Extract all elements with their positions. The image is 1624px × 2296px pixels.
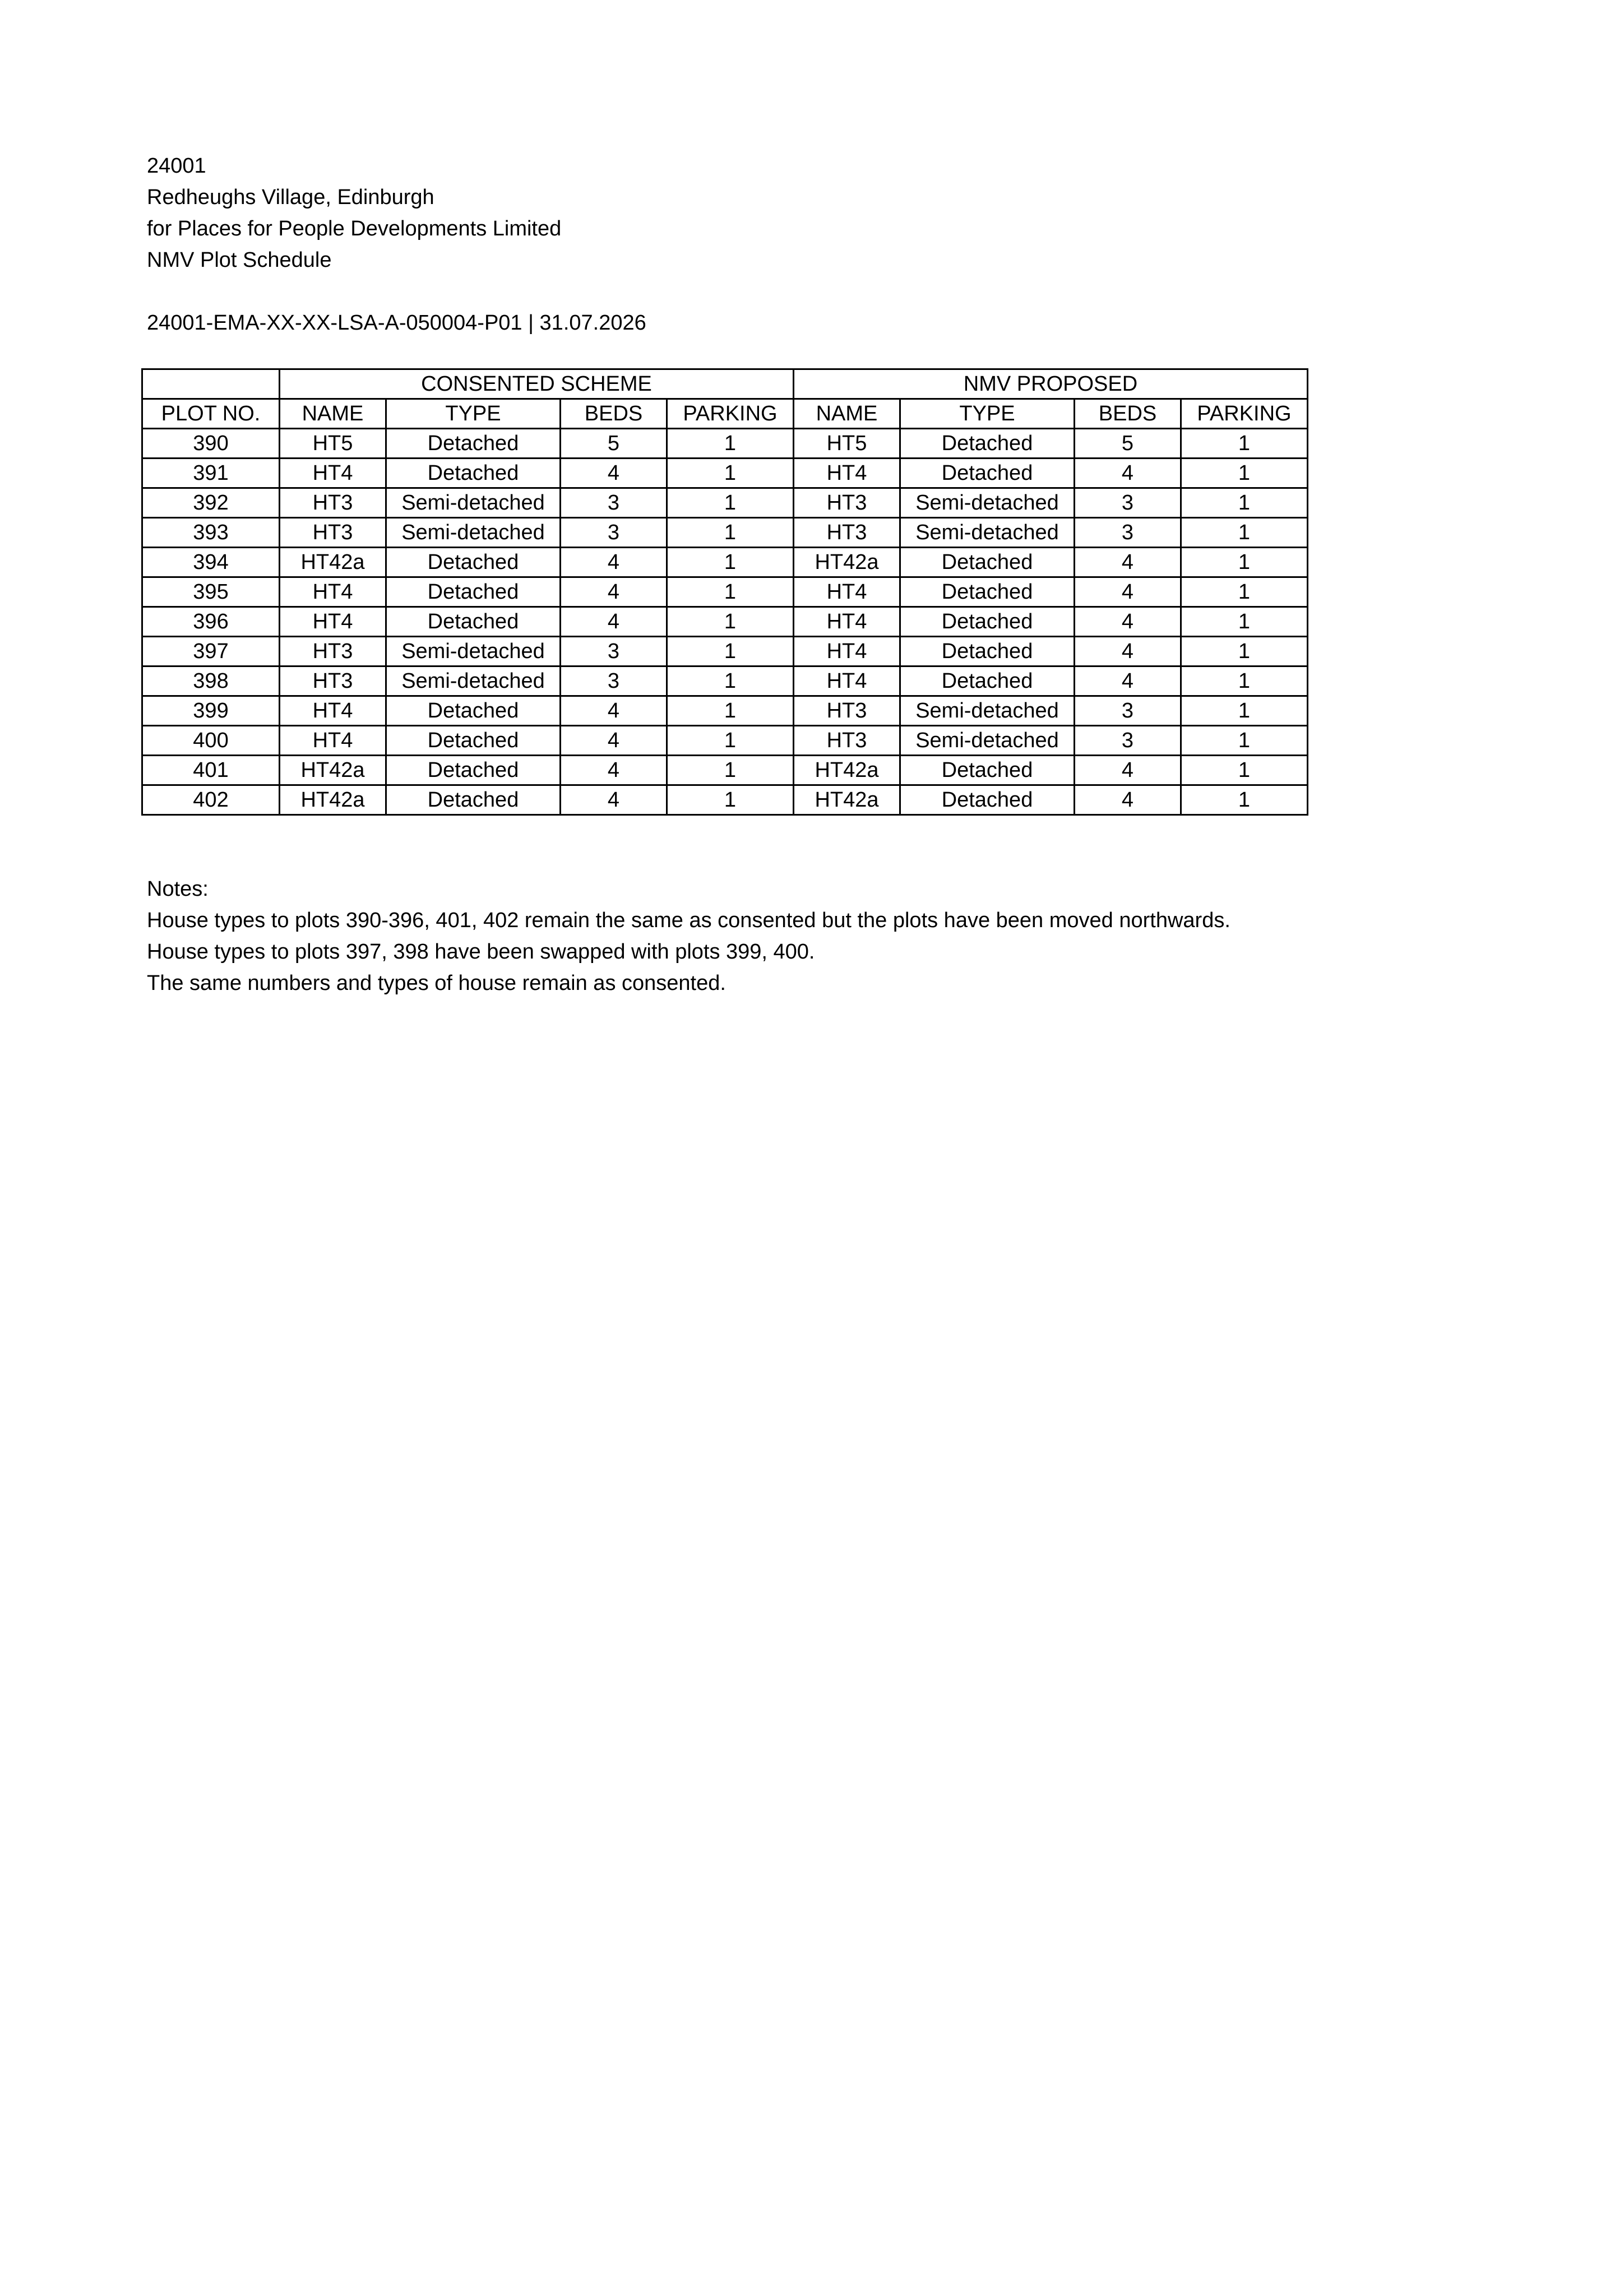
plot-number-cell: 401 [142, 756, 280, 785]
consented-parking-cell: 1 [667, 637, 794, 666]
proposed-type-cell: Semi-detached [900, 696, 1075, 726]
plot-number-cell: 396 [142, 607, 280, 637]
proposed-name-cell: HT3 [794, 726, 900, 756]
consented-beds-cell: 4 [561, 726, 667, 756]
consented-type-cell: Detached [386, 577, 561, 607]
proposed-parking-cell: 1 [1181, 518, 1308, 548]
table-row [142, 726, 1308, 756]
consented-type-cell: Detached [386, 459, 561, 488]
client-line: for Places for People Developments Limited [147, 217, 562, 240]
proposed-beds-cell: 4 [1075, 637, 1181, 666]
proposed-beds-cell: 3 [1075, 488, 1181, 518]
consented-name-cell: HT5 [280, 429, 386, 459]
consented-name-cell: HT3 [280, 488, 386, 518]
proposed-beds-cell: 3 [1075, 726, 1181, 756]
proposed-parking-cell: 1 [1181, 637, 1308, 666]
consented-beds-cell: 5 [561, 429, 667, 459]
column-header-proposed-type: TYPE [900, 399, 1075, 429]
column-header-proposed-beds: BEDS [1075, 399, 1181, 429]
proposed-name-cell: HT42a [794, 785, 900, 815]
column-header-proposed-parking: PARKING [1181, 399, 1308, 429]
proposed-type-cell: Detached [900, 756, 1075, 785]
table-row [142, 607, 1308, 637]
proposed-name-cell: HT4 [794, 577, 900, 607]
proposed-type-cell: Detached [900, 785, 1075, 815]
proposed-beds-cell: 4 [1075, 666, 1181, 696]
consented-name-cell: HT42a [280, 756, 386, 785]
consented-type-cell: Detached [386, 785, 561, 815]
column-header-proposed-name: NAME [794, 399, 900, 429]
column-header-consented-beds: BEDS [561, 399, 667, 429]
nmv-proposed-header: NMV PROPOSED [794, 369, 1308, 399]
consented-type-cell: Detached [386, 548, 561, 577]
document-reference: 24001-EMA-XX-XX-LSA-A-050004-P01 | 31.07.2026 [147, 311, 646, 335]
consented-parking-cell: 1 [667, 696, 794, 726]
plot-number-cell: 391 [142, 459, 280, 488]
proposed-name-cell: HT3 [794, 696, 900, 726]
proposed-beds-cell: 3 [1075, 518, 1181, 548]
proposed-beds-cell: 5 [1075, 429, 1181, 459]
table-row [142, 429, 1308, 459]
consented-type-cell: Semi-detached [386, 488, 561, 518]
consented-beds-cell: 4 [561, 696, 667, 726]
plot-number-cell: 392 [142, 488, 280, 518]
proposed-type-cell: Detached [900, 429, 1075, 459]
consented-parking-cell: 1 [667, 726, 794, 756]
project-number: 24001 [147, 154, 206, 178]
proposed-name-cell: HT4 [794, 459, 900, 488]
table-row [142, 577, 1308, 607]
consented-name-cell: HT3 [280, 518, 386, 548]
consented-parking-cell: 1 [667, 666, 794, 696]
consented-scheme-header: CONSENTED SCHEME [280, 369, 794, 399]
consented-type-cell: Detached [386, 726, 561, 756]
proposed-type-cell: Semi-detached [900, 488, 1075, 518]
column-header-plot-no: PLOT NO. [142, 399, 280, 429]
note-line: The same numbers and types of house remain as consented. [147, 971, 726, 995]
consented-parking-cell: 1 [667, 607, 794, 637]
project-name: Redheughs Village, Edinburgh [147, 186, 434, 209]
consented-name-cell: HT4 [280, 607, 386, 637]
table-row [142, 666, 1308, 696]
proposed-beds-cell: 4 [1075, 756, 1181, 785]
proposed-parking-cell: 1 [1181, 429, 1308, 459]
proposed-type-cell: Detached [900, 577, 1075, 607]
plot-number-cell: 399 [142, 696, 280, 726]
consented-parking-cell: 1 [667, 488, 794, 518]
consented-beds-cell: 4 [561, 577, 667, 607]
table-row [142, 696, 1308, 726]
column-header-row [142, 399, 1308, 429]
proposed-name-cell: HT4 [794, 607, 900, 637]
table-row [142, 548, 1308, 577]
consented-name-cell: HT3 [280, 666, 386, 696]
table-row [142, 756, 1308, 785]
consented-beds-cell: 4 [561, 785, 667, 815]
proposed-parking-cell: 1 [1181, 577, 1308, 607]
proposed-beds-cell: 4 [1075, 577, 1181, 607]
consented-parking-cell: 1 [667, 459, 794, 488]
consented-name-cell: HT4 [280, 726, 386, 756]
plot-schedule-table [141, 368, 1308, 816]
proposed-parking-cell: 1 [1181, 548, 1308, 577]
proposed-name-cell: HT42a [794, 756, 900, 785]
proposed-parking-cell: 1 [1181, 666, 1308, 696]
consented-type-cell: Detached [386, 696, 561, 726]
proposed-type-cell: Detached [900, 637, 1075, 666]
consented-parking-cell: 1 [667, 548, 794, 577]
proposed-type-cell: Detached [900, 459, 1075, 488]
group-header-row [142, 369, 1308, 399]
consented-type-cell: Detached [386, 429, 561, 459]
consented-type-cell: Detached [386, 607, 561, 637]
column-header-consented-type: TYPE [386, 399, 561, 429]
proposed-type-cell: Semi-detached [900, 518, 1075, 548]
consented-beds-cell: 4 [561, 607, 667, 637]
proposed-type-cell: Semi-detached [900, 726, 1075, 756]
consented-parking-cell: 1 [667, 577, 794, 607]
proposed-beds-cell: 4 [1075, 459, 1181, 488]
proposed-parking-cell: 1 [1181, 488, 1308, 518]
notes-heading: Notes: [147, 877, 209, 901]
plot-number-cell: 402 [142, 785, 280, 815]
consented-beds-cell: 4 [561, 459, 667, 488]
plot-number-cell: 390 [142, 429, 280, 459]
table-row [142, 518, 1308, 548]
plot-rows [142, 429, 1308, 815]
empty-header-cell [142, 369, 280, 399]
proposed-beds-cell: 3 [1075, 696, 1181, 726]
notes-section [147, 873, 1230, 999]
proposed-parking-cell: 1 [1181, 756, 1308, 785]
proposed-parking-cell: 1 [1181, 459, 1308, 488]
proposed-parking-cell: 1 [1181, 696, 1308, 726]
proposed-type-cell: Detached [900, 548, 1075, 577]
proposed-type-cell: Detached [900, 607, 1075, 637]
proposed-name-cell: HT3 [794, 518, 900, 548]
consented-parking-cell: 1 [667, 785, 794, 815]
proposed-name-cell: HT3 [794, 488, 900, 518]
consented-name-cell: HT42a [280, 785, 386, 815]
proposed-name-cell: HT4 [794, 666, 900, 696]
proposed-name-cell: HT4 [794, 637, 900, 666]
column-header-consented-parking: PARKING [667, 399, 794, 429]
consented-name-cell: HT4 [280, 577, 386, 607]
proposed-beds-cell: 4 [1075, 548, 1181, 577]
column-header-consented-name: NAME [280, 399, 386, 429]
plot-number-cell: 400 [142, 726, 280, 756]
consented-type-cell: Semi-detached [386, 666, 561, 696]
consented-name-cell: HT4 [280, 459, 386, 488]
plot-number-cell: 395 [142, 577, 280, 607]
proposed-parking-cell: 1 [1181, 726, 1308, 756]
proposed-beds-cell: 4 [1075, 607, 1181, 637]
consented-beds-cell: 3 [561, 666, 667, 696]
table-row [142, 488, 1308, 518]
plot-number-cell: 393 [142, 518, 280, 548]
consented-beds-cell: 3 [561, 637, 667, 666]
plot-number-cell: 398 [142, 666, 280, 696]
consented-beds-cell: 3 [561, 488, 667, 518]
proposed-beds-cell: 4 [1075, 785, 1181, 815]
consented-name-cell: HT42a [280, 548, 386, 577]
table-row [142, 459, 1308, 488]
consented-name-cell: HT4 [280, 696, 386, 726]
consented-name-cell: HT3 [280, 637, 386, 666]
plot-number-cell: 394 [142, 548, 280, 577]
document-header [147, 150, 561, 276]
consented-type-cell: Semi-detached [386, 518, 561, 548]
note-line: House types to plots 397, 398 have been swapped with plots 399, 400. [147, 940, 815, 964]
consented-beds-cell: 4 [561, 756, 667, 785]
consented-beds-cell: 3 [561, 518, 667, 548]
consented-type-cell: Semi-detached [386, 637, 561, 666]
note-line: House types to plots 390-396, 401, 402 remain the same as consented but the plots have been moved northwards. [147, 909, 1230, 932]
plot-number-cell: 397 [142, 637, 280, 666]
proposed-parking-cell: 1 [1181, 607, 1308, 637]
proposed-type-cell: Detached [900, 666, 1075, 696]
table-row [142, 637, 1308, 666]
consented-parking-cell: 1 [667, 429, 794, 459]
consented-parking-cell: 1 [667, 756, 794, 785]
document-title: NMV Plot Schedule [147, 248, 332, 272]
table-row [142, 785, 1308, 815]
proposed-name-cell: HT42a [794, 548, 900, 577]
proposed-name-cell: HT5 [794, 429, 900, 459]
consented-type-cell: Detached [386, 756, 561, 785]
proposed-parking-cell: 1 [1181, 785, 1308, 815]
consented-parking-cell: 1 [667, 518, 794, 548]
consented-beds-cell: 4 [561, 548, 667, 577]
